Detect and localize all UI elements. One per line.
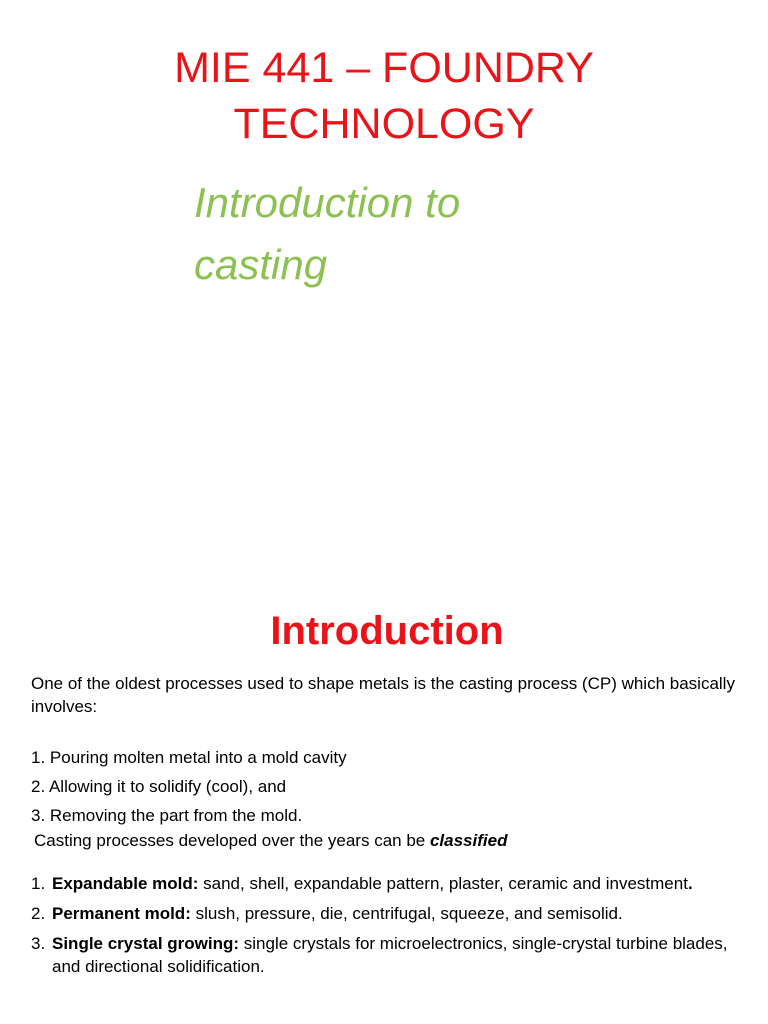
category-end: . xyxy=(687,874,693,893)
category-text: slush, pressure, die, centrifugal, squeeze, and semisolid. xyxy=(190,904,623,923)
category-text: sand, shell, expandable pattern, plaster, ceramic and investment xyxy=(198,874,688,893)
intro-paragraph: One of the oldest processes used to shape metals is the casting process (CP) which basically involves: xyxy=(31,674,735,716)
category-number: 1. xyxy=(31,874,46,893)
category-body xyxy=(52,932,731,978)
category-body xyxy=(52,872,731,895)
course-subtitle-line-1: Introduction to xyxy=(194,179,461,226)
process-step: 3. Removing the part from the mold. xyxy=(31,806,303,825)
course-title-line-2: TECHNOLOGY xyxy=(233,100,535,148)
category-item-permanent-mold xyxy=(31,902,731,925)
process-step: 2. Allowing it to solidify (cool), and xyxy=(31,777,287,796)
category-number: 2. xyxy=(31,904,46,923)
course-title-line-1: MIE 441 – FOUNDRY xyxy=(174,44,594,92)
category-number: 3. xyxy=(31,934,46,953)
slide-heading: Introduction xyxy=(270,609,504,653)
classified-emphasis: classified xyxy=(429,831,508,850)
course-subtitle xyxy=(194,172,614,296)
course-title xyxy=(0,40,768,152)
category-label: Single crystal growing: xyxy=(52,934,240,953)
course-subtitle-line-2: casting xyxy=(194,241,328,288)
category-label: Expandable mold: xyxy=(52,874,199,893)
classification-text: Casting processes developed over the years can be xyxy=(34,831,430,850)
category-label: Permanent mold: xyxy=(52,904,191,923)
introduction-slide xyxy=(0,512,768,1024)
category-text: single crystals for microelectronics, single-crystal turbine blades, and directional solidification. xyxy=(52,934,728,976)
category-item-single-crystal xyxy=(31,932,731,978)
process-step: 1. Pouring molten metal into a mold cavity xyxy=(31,748,347,767)
casting-categories-list xyxy=(31,872,731,985)
process-steps-list xyxy=(31,743,751,830)
classification-sentence xyxy=(34,828,754,854)
category-item-expandable-mold xyxy=(31,872,731,895)
category-body xyxy=(52,902,731,925)
